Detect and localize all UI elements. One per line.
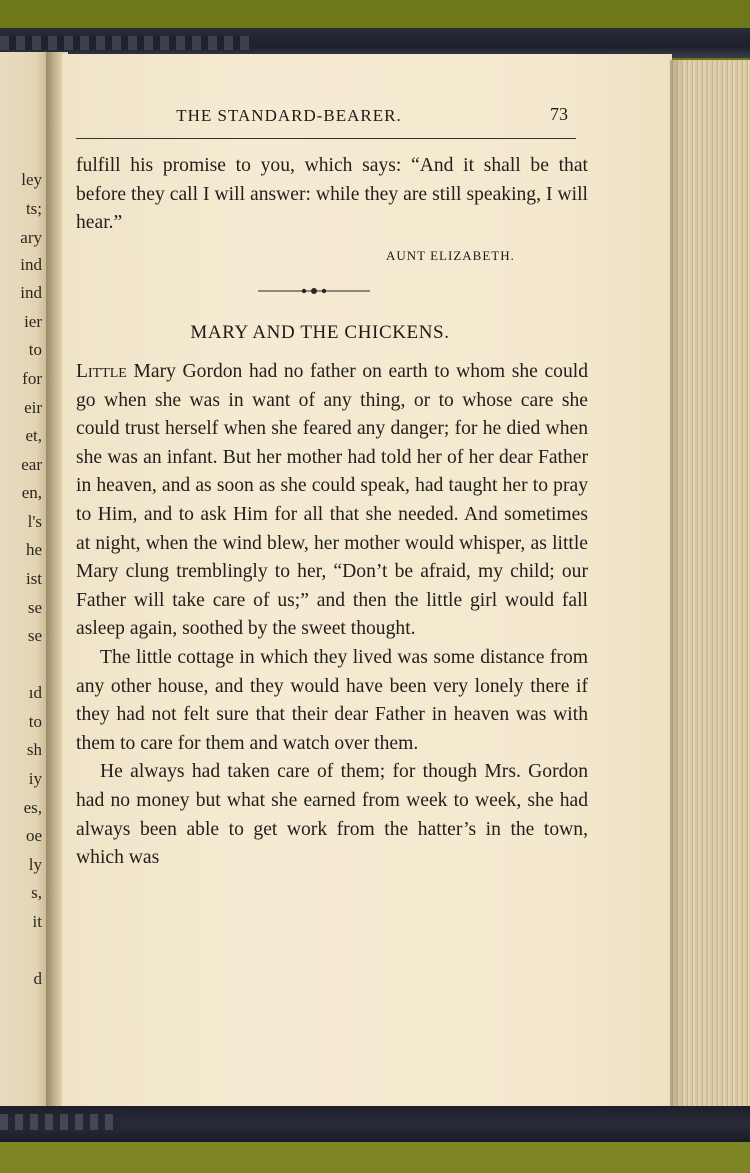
continuation-paragraph [76,152,588,238]
paragraph: He always had taken care of them; for though Mrs. Gordon had no money but what she earned from week to week, she had always been able to get work from the hatter’s in the town, which was [76,761,588,869]
left-page-fragment: ly [28,855,42,874]
chapter-title: MARY AND THE CHICKENS. [190,322,450,343]
left-page-fragment: for [22,369,42,388]
left-page-fragment: ind [20,283,42,302]
binding-ornament-top [0,36,250,50]
left-page-fragment: he [25,540,42,559]
left-page-fragment: ts; [25,199,42,218]
left-page-fragment: sh [26,740,42,759]
continuation-text: fulfill his promise to you, which says: “And it shall be that before they call I will answer: while they are still speaking, I will hear.” [76,155,588,234]
paragraph [76,358,588,644]
left-page-fragment: to [28,340,42,359]
left-page-fragment: d [33,969,42,988]
signature: AUNT ELIZABETH. [386,248,515,263]
left-page-fragment: ear [21,455,42,474]
chapter-body [76,358,588,873]
page-number: 73 [550,104,568,124]
left-page-fragment: ıd [28,683,42,702]
header-rule [76,138,576,139]
left-page-fragment: it [32,912,42,931]
left-page-fragment: s, [31,883,42,902]
left-page-fragment: se [27,626,42,645]
page-edge-shadow [670,60,684,1118]
left-page-fragment: eir [24,398,42,417]
left-page-fragment: to [28,712,42,731]
running-head: THE STANDARD-BEARER. [176,106,402,125]
left-page-fragment: en, [21,483,42,502]
left-page-fragment: ier [24,312,42,331]
background-olive [0,1140,750,1173]
left-page-fragment: ley [21,170,42,189]
paragraph-text: Mary Gordon had no father on earth to whom she could go when she was in want of any thing, or to whose care she could trust herself when she feared any danger; for he died when she was an infant. But her mother had told her of her dear Father in heaven, and as soon as she could speak, had taught her to pray to Him, and to ask Him for all that she needed. And sometimes at night, when the wind blew, her mother would whisper, as little Mary clung tremblingly to her, “Don’t be afraid, my child; our Father will take care of us;” and then the little girl would fall asleep again, soothed by the sweet thought. [76,361,588,640]
left-page-fragment: oe [25,826,42,845]
section-divider-ornament [258,284,370,298]
left-page-fragment: ary [20,228,42,247]
left-page-fragment: es, [23,798,42,817]
paragraph-lead-word: Little [76,361,127,382]
left-page-fragment: ind [20,255,42,274]
facing-page-left [0,52,52,1114]
left-page-fragment: ist [25,569,42,588]
left-page-fragment: iy [28,769,42,788]
binding-ornament-bottom [0,1114,120,1130]
left-page-fragment: et, [25,426,42,445]
left-page-fragment: l's [27,512,42,531]
paragraph: The little cottage in which they lived was some distance from any other house, and they would have been very lonely there if they had not felt sure that their dear Father in heaven was with them to care for them and watch over them. [76,646,588,754]
left-page-fragment: se [27,598,42,617]
